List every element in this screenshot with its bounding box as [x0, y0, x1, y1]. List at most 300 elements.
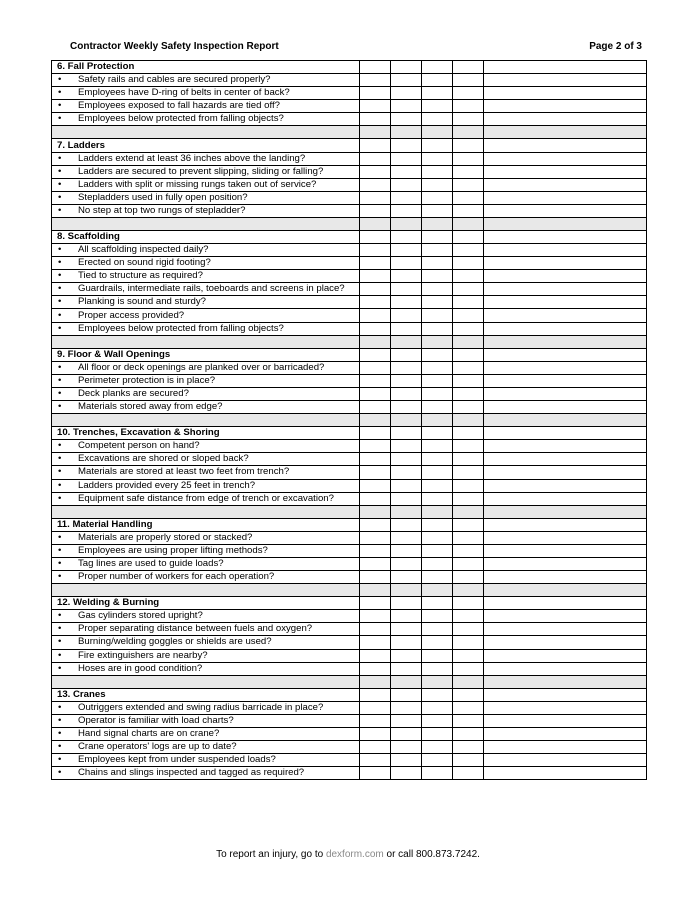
notes-cell[interactable] [484, 466, 647, 479]
check-cell[interactable] [391, 244, 422, 257]
notes-cell[interactable] [484, 387, 647, 400]
check-cell[interactable] [453, 152, 484, 165]
check-cell[interactable] [391, 283, 422, 296]
notes-cell[interactable] [484, 649, 647, 662]
check-cell[interactable] [422, 309, 453, 322]
spacer-cell [360, 335, 391, 348]
check-cell[interactable] [422, 152, 453, 165]
bullet-icon: • [58, 662, 62, 674]
checklist-item-row [52, 257, 647, 270]
section-header-row [52, 427, 647, 440]
check-cell[interactable] [391, 571, 422, 584]
notes-cell[interactable] [484, 61, 647, 74]
check-cell[interactable] [360, 374, 391, 387]
checklist-item-row [52, 387, 647, 400]
bullet-icon: • [58, 610, 62, 622]
check-cell[interactable] [360, 741, 391, 754]
check-cell[interactable] [391, 374, 422, 387]
check-cell[interactable] [422, 296, 453, 309]
check-cell[interactable] [422, 571, 453, 584]
check-cell[interactable] [391, 322, 422, 335]
check-cell[interactable] [453, 139, 484, 152]
check-cell[interactable] [360, 113, 391, 126]
spacer-cell [52, 335, 360, 348]
check-cell[interactable] [422, 61, 453, 74]
section-title: 12. Welding & Burning [52, 597, 360, 610]
check-cell[interactable] [360, 466, 391, 479]
spacer-cell [360, 217, 391, 230]
checklist-item-row [52, 623, 647, 636]
check-cell[interactable] [391, 204, 422, 217]
check-cell[interactable] [453, 571, 484, 584]
notes-cell[interactable] [484, 283, 647, 296]
check-cell[interactable] [422, 74, 453, 87]
check-cell[interactable] [422, 231, 453, 244]
spacer-cell [391, 675, 422, 688]
check-cell[interactable] [360, 361, 391, 374]
checklist-item [52, 87, 360, 100]
checklist-item-text: Ladders are secured to prevent slipping, sliding or falling? [78, 165, 324, 177]
check-cell[interactable] [422, 100, 453, 113]
check-cell[interactable] [422, 767, 453, 780]
notes-cell[interactable] [484, 754, 647, 767]
bullet-icon: • [58, 152, 62, 164]
checklist-item [52, 727, 360, 740]
notes-cell[interactable] [484, 87, 647, 100]
check-cell[interactable] [422, 440, 453, 453]
check-cell[interactable] [391, 623, 422, 636]
check-cell[interactable] [391, 440, 422, 453]
spacer-cell [453, 584, 484, 597]
check-cell[interactable] [422, 244, 453, 257]
check-cell[interactable] [453, 296, 484, 309]
check-cell[interactable] [453, 283, 484, 296]
check-cell[interactable] [422, 479, 453, 492]
check-cell[interactable] [391, 557, 422, 570]
bullet-icon: • [58, 401, 62, 413]
check-cell[interactable] [391, 87, 422, 100]
bullet-icon: • [58, 636, 62, 648]
check-cell[interactable] [360, 701, 391, 714]
section-title: 7. Ladders [52, 139, 360, 152]
checklist-item-row [52, 374, 647, 387]
notes-cell[interactable] [484, 361, 647, 374]
check-cell[interactable] [360, 270, 391, 283]
check-cell[interactable] [453, 492, 484, 505]
notes-cell[interactable] [484, 231, 647, 244]
check-cell[interactable] [422, 165, 453, 178]
check-cell[interactable] [453, 401, 484, 414]
check-cell[interactable] [391, 688, 422, 701]
notes-cell[interactable] [484, 74, 647, 87]
check-cell[interactable] [453, 100, 484, 113]
check-cell[interactable] [391, 492, 422, 505]
checklist-item [52, 387, 360, 400]
checklist-item-row [52, 165, 647, 178]
check-cell[interactable] [391, 636, 422, 649]
check-cell[interactable] [360, 610, 391, 623]
check-cell[interactable] [391, 74, 422, 87]
check-cell[interactable] [422, 649, 453, 662]
check-cell[interactable] [360, 427, 391, 440]
check-cell[interactable] [360, 348, 391, 361]
checklist-item-text: Materials are properly stored or stacked? [78, 531, 253, 543]
check-cell[interactable] [453, 270, 484, 283]
section-spacer-row [52, 335, 647, 348]
checklist-item-text: Employees are using proper lifting methods? [78, 544, 268, 556]
check-cell[interactable] [422, 492, 453, 505]
check-cell[interactable] [422, 597, 453, 610]
section-spacer-row [52, 505, 647, 518]
check-cell[interactable] [360, 571, 391, 584]
check-cell[interactable] [391, 100, 422, 113]
check-cell[interactable] [360, 544, 391, 557]
checklist-item-row [52, 440, 647, 453]
check-cell[interactable] [453, 623, 484, 636]
check-cell[interactable] [360, 401, 391, 414]
notes-cell[interactable] [484, 544, 647, 557]
checklist-item [52, 714, 360, 727]
bullet-icon: • [58, 87, 62, 99]
check-cell[interactable] [453, 361, 484, 374]
check-cell[interactable] [391, 387, 422, 400]
check-cell[interactable] [391, 701, 422, 714]
notes-cell[interactable] [484, 204, 647, 217]
check-cell[interactable] [422, 139, 453, 152]
check-cell[interactable] [391, 662, 422, 675]
check-cell[interactable] [391, 191, 422, 204]
checklist-item [52, 610, 360, 623]
check-cell[interactable] [422, 178, 453, 191]
check-cell[interactable] [422, 113, 453, 126]
check-cell[interactable] [391, 61, 422, 74]
checklist-item-row [52, 191, 647, 204]
check-cell[interactable] [453, 440, 484, 453]
footer-suffix: or call 800.873.7242. [383, 849, 480, 860]
check-cell[interactable] [360, 754, 391, 767]
check-cell[interactable] [360, 152, 391, 165]
check-cell[interactable] [422, 453, 453, 466]
checklist-item-text: All scaffolding inspected daily? [78, 244, 209, 256]
check-cell[interactable] [360, 518, 391, 531]
check-cell[interactable] [360, 440, 391, 453]
check-cell[interactable] [422, 322, 453, 335]
notes-cell[interactable] [484, 571, 647, 584]
check-cell[interactable] [391, 152, 422, 165]
bullet-icon: • [58, 270, 62, 282]
checklist-item-row [52, 544, 647, 557]
check-cell[interactable] [360, 244, 391, 257]
notes-cell[interactable] [484, 727, 647, 740]
check-cell[interactable] [360, 165, 391, 178]
check-cell[interactable] [391, 257, 422, 270]
check-cell[interactable] [360, 178, 391, 191]
check-cell[interactable] [422, 531, 453, 544]
notes-cell[interactable] [484, 557, 647, 570]
notes-cell[interactable] [484, 257, 647, 270]
check-cell[interactable] [360, 767, 391, 780]
notes-cell[interactable] [484, 322, 647, 335]
check-cell[interactable] [453, 257, 484, 270]
notes-cell[interactable] [484, 191, 647, 204]
check-cell[interactable] [391, 361, 422, 374]
check-cell[interactable] [453, 74, 484, 87]
check-cell[interactable] [453, 649, 484, 662]
bullet-icon: • [58, 741, 62, 753]
check-cell[interactable] [453, 309, 484, 322]
check-cell[interactable] [422, 727, 453, 740]
notes-cell[interactable] [484, 178, 647, 191]
check-cell[interactable] [453, 714, 484, 727]
section-title: 13. Cranes [52, 688, 360, 701]
check-cell[interactable] [422, 401, 453, 414]
check-cell[interactable] [453, 61, 484, 74]
spacer-cell [422, 675, 453, 688]
check-cell[interactable] [360, 309, 391, 322]
check-cell[interactable] [453, 427, 484, 440]
check-cell[interactable] [453, 244, 484, 257]
check-cell[interactable] [391, 466, 422, 479]
check-cell[interactable] [422, 662, 453, 675]
check-cell[interactable] [391, 453, 422, 466]
check-cell[interactable] [453, 191, 484, 204]
check-cell[interactable] [360, 61, 391, 74]
check-cell[interactable] [453, 322, 484, 335]
check-cell[interactable] [360, 688, 391, 701]
check-cell[interactable] [391, 165, 422, 178]
check-cell[interactable] [453, 727, 484, 740]
notes-cell[interactable] [484, 610, 647, 623]
check-cell[interactable] [360, 191, 391, 204]
check-cell[interactable] [422, 518, 453, 531]
check-cell[interactable] [422, 204, 453, 217]
check-cell[interactable] [453, 636, 484, 649]
check-cell[interactable] [391, 479, 422, 492]
dexform-link[interactable]: dexform.com [325, 849, 384, 860]
check-cell[interactable] [360, 231, 391, 244]
check-cell[interactable] [360, 87, 391, 100]
check-cell[interactable] [360, 479, 391, 492]
notes-cell[interactable] [484, 374, 647, 387]
check-cell[interactable] [391, 401, 422, 414]
check-cell[interactable] [360, 387, 391, 400]
check-cell[interactable] [453, 597, 484, 610]
notes-cell[interactable] [484, 427, 647, 440]
notes-cell[interactable] [484, 348, 647, 361]
check-cell[interactable] [453, 87, 484, 100]
notes-cell[interactable] [484, 401, 647, 414]
check-cell[interactable] [422, 348, 453, 361]
check-cell[interactable] [422, 714, 453, 727]
check-cell[interactable] [422, 191, 453, 204]
check-cell[interactable] [360, 204, 391, 217]
check-cell[interactable] [422, 741, 453, 754]
check-cell[interactable] [422, 544, 453, 557]
check-cell[interactable] [391, 531, 422, 544]
checklist-item [52, 152, 360, 165]
check-cell[interactable] [453, 662, 484, 675]
check-cell[interactable] [391, 113, 422, 126]
notes-cell[interactable] [484, 440, 647, 453]
check-cell[interactable] [360, 100, 391, 113]
notes-cell[interactable] [484, 662, 647, 675]
check-cell[interactable] [391, 309, 422, 322]
check-cell[interactable] [360, 597, 391, 610]
bullet-icon: • [58, 767, 62, 779]
checklist-item-row [52, 466, 647, 479]
check-cell[interactable] [422, 636, 453, 649]
section-header-row [52, 597, 647, 610]
check-cell[interactable] [453, 741, 484, 754]
check-cell[interactable] [360, 623, 391, 636]
check-cell[interactable] [422, 754, 453, 767]
checklist-item [52, 191, 360, 204]
check-cell[interactable] [453, 557, 484, 570]
check-cell[interactable] [391, 427, 422, 440]
check-cell[interactable] [391, 270, 422, 283]
check-cell[interactable] [391, 727, 422, 740]
check-cell[interactable] [422, 283, 453, 296]
check-cell[interactable] [391, 296, 422, 309]
check-cell[interactable] [422, 257, 453, 270]
check-cell[interactable] [422, 701, 453, 714]
check-cell[interactable] [422, 466, 453, 479]
check-cell[interactable] [422, 610, 453, 623]
check-cell[interactable] [391, 231, 422, 244]
check-cell[interactable] [391, 544, 422, 557]
notes-cell[interactable] [484, 100, 647, 113]
check-cell[interactable] [453, 165, 484, 178]
check-cell[interactable] [360, 649, 391, 662]
check-cell[interactable] [360, 662, 391, 675]
check-cell[interactable] [360, 322, 391, 335]
checklist-item-text: Competent person on hand? [78, 440, 200, 452]
check-cell[interactable] [453, 374, 484, 387]
section-spacer-row [52, 217, 647, 230]
check-cell[interactable] [453, 479, 484, 492]
check-cell[interactable] [360, 296, 391, 309]
check-cell[interactable] [422, 87, 453, 100]
check-cell[interactable] [360, 74, 391, 87]
checklist-item [52, 322, 360, 335]
check-cell[interactable] [360, 531, 391, 544]
check-cell[interactable] [422, 387, 453, 400]
notes-cell[interactable] [484, 597, 647, 610]
notes-cell[interactable] [484, 767, 647, 780]
notes-cell[interactable] [484, 518, 647, 531]
checklist-item [52, 74, 360, 87]
checklist-item [52, 701, 360, 714]
checklist-item-text: Employees have D-ring of belts in center of back? [78, 87, 290, 99]
spacer-cell [360, 675, 391, 688]
check-cell[interactable] [453, 610, 484, 623]
check-cell[interactable] [422, 427, 453, 440]
notes-cell[interactable] [484, 309, 647, 322]
spacer-cell [453, 217, 484, 230]
section-title: 11. Material Handling [52, 518, 360, 531]
notes-cell[interactable] [484, 113, 647, 126]
check-cell[interactable] [453, 466, 484, 479]
check-cell[interactable] [391, 741, 422, 754]
check-cell[interactable] [453, 387, 484, 400]
notes-cell[interactable] [484, 688, 647, 701]
check-cell[interactable] [360, 727, 391, 740]
notes-cell[interactable] [484, 701, 647, 714]
check-cell[interactable] [453, 178, 484, 191]
check-cell[interactable] [391, 139, 422, 152]
check-cell[interactable] [391, 649, 422, 662]
check-cell[interactable] [422, 374, 453, 387]
notes-cell[interactable] [484, 139, 647, 152]
check-cell[interactable] [422, 557, 453, 570]
check-cell[interactable] [422, 688, 453, 701]
check-cell[interactable] [360, 257, 391, 270]
bullet-icon: • [58, 296, 62, 308]
check-cell[interactable] [453, 754, 484, 767]
checklist-item [52, 113, 360, 126]
check-cell[interactable] [453, 453, 484, 466]
notes-cell[interactable] [484, 296, 647, 309]
check-cell[interactable] [391, 767, 422, 780]
notes-cell[interactable] [484, 244, 647, 257]
checklist-body [52, 61, 647, 780]
check-cell[interactable] [453, 518, 484, 531]
check-cell[interactable] [453, 701, 484, 714]
spacer-cell [391, 126, 422, 139]
check-cell[interactable] [453, 231, 484, 244]
check-cell[interactable] [391, 714, 422, 727]
check-cell[interactable] [453, 688, 484, 701]
check-cell[interactable] [453, 348, 484, 361]
check-cell[interactable] [422, 361, 453, 374]
notes-cell[interactable] [484, 741, 647, 754]
check-cell[interactable] [360, 453, 391, 466]
check-cell[interactable] [422, 623, 453, 636]
check-cell[interactable] [453, 531, 484, 544]
notes-cell[interactable] [484, 165, 647, 178]
check-cell[interactable] [391, 518, 422, 531]
check-cell[interactable] [360, 714, 391, 727]
check-cell[interactable] [360, 557, 391, 570]
notes-cell[interactable] [484, 270, 647, 283]
notes-cell[interactable] [484, 623, 647, 636]
check-cell[interactable] [391, 610, 422, 623]
check-cell[interactable] [391, 178, 422, 191]
check-cell[interactable] [453, 204, 484, 217]
notes-cell[interactable] [484, 479, 647, 492]
notes-cell[interactable] [484, 531, 647, 544]
check-cell[interactable] [453, 767, 484, 780]
check-cell[interactable] [453, 113, 484, 126]
check-cell[interactable] [422, 270, 453, 283]
check-cell[interactable] [391, 754, 422, 767]
notes-cell[interactable] [484, 636, 647, 649]
check-cell[interactable] [391, 348, 422, 361]
notes-cell[interactable] [484, 453, 647, 466]
bullet-icon: • [58, 544, 62, 556]
check-cell[interactable] [360, 492, 391, 505]
check-cell[interactable] [453, 544, 484, 557]
check-cell[interactable] [391, 597, 422, 610]
check-cell[interactable] [360, 283, 391, 296]
notes-cell[interactable] [484, 152, 647, 165]
check-cell[interactable] [360, 139, 391, 152]
bullet-icon: • [58, 571, 62, 583]
notes-cell[interactable] [484, 492, 647, 505]
notes-cell[interactable] [484, 714, 647, 727]
spacer-cell [422, 505, 453, 518]
check-cell[interactable] [360, 636, 391, 649]
